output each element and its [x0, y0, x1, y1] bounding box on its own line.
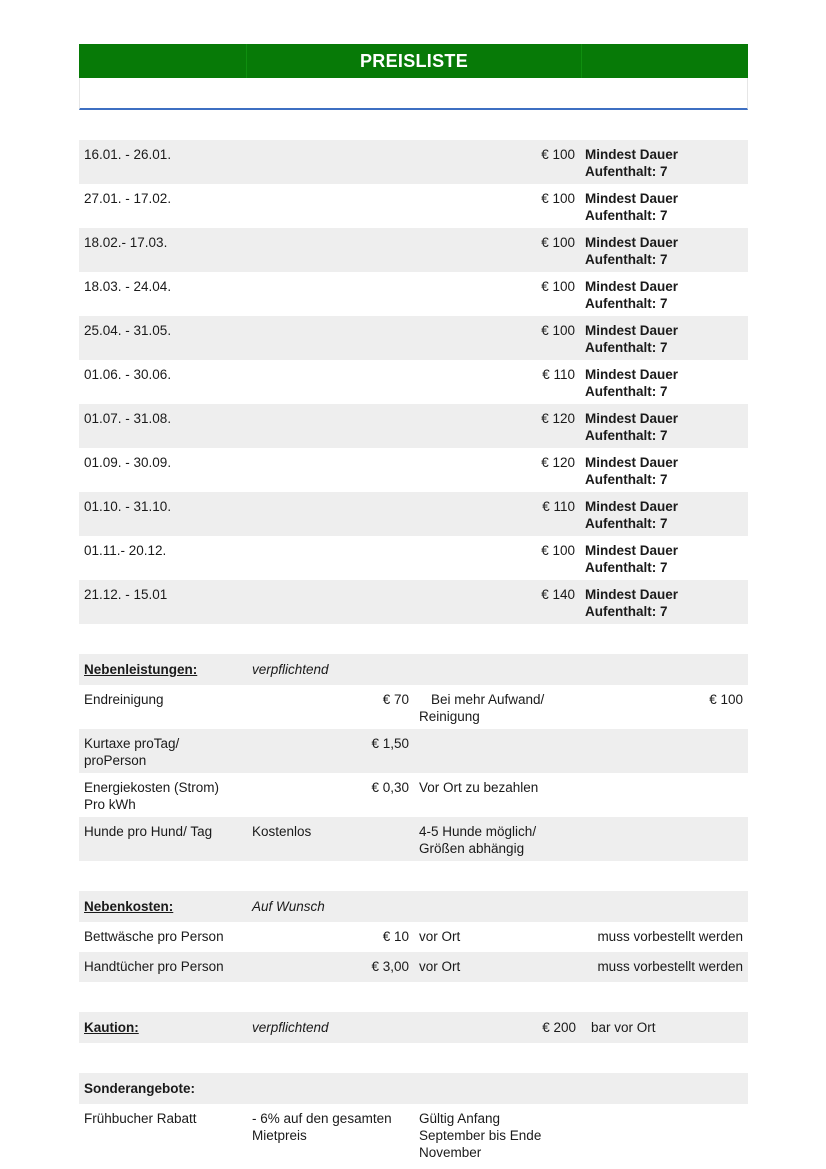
season-price: € 100 [541, 279, 575, 294]
season-price-table [79, 140, 748, 624]
min-stay-line2: Aufenthalt: 7 [585, 296, 668, 311]
season-price-row [79, 228, 748, 272]
season-min-stay [580, 360, 747, 404]
energie-row [79, 773, 748, 817]
min-stay-line2: Aufenthalt: 7 [585, 516, 668, 531]
endreinigung-extra-price: € 100 [709, 692, 743, 707]
kurtaxe-row [79, 729, 748, 773]
nebenkosten-item-where: vor Ort [419, 929, 461, 944]
kurtaxe-label-line2: proPerson [84, 753, 147, 768]
season-period: 18.03. - 24.04. [84, 279, 172, 294]
hunde-value: Kostenlos [252, 824, 312, 839]
season-price-row [79, 580, 748, 624]
season-min-stay [580, 272, 747, 316]
endreinigung-row [79, 685, 748, 729]
min-stay-line1: Mindest Dauer [585, 323, 679, 338]
fruehbucher-row [79, 1104, 748, 1164]
nebenkosten-row [79, 922, 748, 952]
kurtaxe-label-line1: Kurtaxe proTag/ [84, 736, 180, 751]
min-stay-line2: Aufenthalt: 7 [585, 472, 668, 487]
season-min-stay [580, 184, 747, 228]
sonderangebote-label: Sonderangebote: [84, 1081, 196, 1096]
season-price-row [79, 492, 748, 536]
season-price-row [79, 536, 748, 580]
fruehbucher-valid-line2: September bis Ende [419, 1128, 542, 1143]
kaution-qualifier: verpflichtend [252, 1020, 329, 1035]
min-stay-line2: Aufenthalt: 7 [585, 428, 668, 443]
energie-price: € 0,30 [371, 780, 409, 795]
hunde-note-line2: Größen abhängig [419, 841, 525, 856]
season-price: € 120 [541, 411, 575, 426]
nebenkosten-item-note: muss vorbestellt werden [597, 959, 743, 974]
season-price-row [79, 404, 748, 448]
nebenleistungen-qualifier: verpflichtend [252, 662, 329, 677]
season-period: 01.10. - 31.10. [84, 499, 172, 514]
sonderangebote-header [79, 1073, 748, 1104]
season-period: 01.11.- 20.12. [84, 543, 167, 558]
season-price-row [79, 316, 748, 360]
fruehbucher-desc-line2: Mietpreis [252, 1128, 307, 1143]
nebenkosten-label: Nebenkosten: [84, 899, 174, 914]
price-list-sheet [79, 44, 748, 1164]
energie-label-line1: Energiekosten (Strom) [84, 780, 220, 795]
hunde-label: Hunde pro Hund/ Tag [84, 824, 213, 839]
fruehbucher-valid-line3: November [419, 1145, 482, 1160]
season-price-row [79, 184, 748, 228]
min-stay-line1: Mindest Dauer [585, 543, 679, 558]
kurtaxe-price: € 1,50 [371, 736, 409, 751]
season-min-stay [580, 492, 747, 536]
endreinigung-extra-line1: Bei mehr Aufwand/ [431, 692, 545, 707]
season-min-stay [580, 536, 747, 580]
season-price: € 110 [542, 499, 575, 514]
season-min-stay [580, 316, 747, 360]
hunde-row [79, 817, 748, 861]
kaution-note: bar vor Ort [591, 1020, 656, 1035]
season-price: € 100 [541, 543, 575, 558]
nebenkosten-item-label: Handtücher pro Person [84, 959, 224, 974]
season-period: 27.01. - 17.02. [84, 191, 172, 206]
nebenkosten-header [79, 891, 748, 922]
season-period: 01.09. - 30.09. [84, 455, 172, 470]
nebenkosten-item-where: vor Ort [419, 959, 461, 974]
season-price-row [79, 140, 748, 184]
nebenkosten-item-label: Bettwäsche pro Person [84, 929, 224, 944]
min-stay-line2: Aufenthalt: 7 [585, 604, 668, 619]
season-period: 01.06. - 30.06. [84, 367, 172, 382]
min-stay-line1: Mindest Dauer [585, 235, 679, 250]
nebenkosten-item-price: € 10 [382, 929, 409, 944]
hunde-note-line1: 4-5 Hunde möglich/ [419, 824, 537, 839]
endreinigung-label: Endreinigung [84, 692, 164, 707]
min-stay-line1: Mindest Dauer [585, 279, 679, 294]
season-price: € 100 [541, 235, 575, 250]
season-min-stay [580, 404, 747, 448]
page-title: PREISLISTE [247, 44, 582, 78]
season-price: € 120 [541, 455, 575, 470]
min-stay-line1: Mindest Dauer [585, 191, 679, 206]
min-stay-line2: Aufenthalt: 7 [585, 384, 668, 399]
season-price-row [79, 272, 748, 316]
season-price-row [79, 448, 748, 492]
fruehbucher-label: Frühbucher Rabatt [84, 1111, 197, 1126]
min-stay-line1: Mindest Dauer [585, 455, 679, 470]
title-bar [79, 44, 748, 78]
season-period: 16.01. - 26.01. [84, 147, 172, 162]
min-stay-line2: Aufenthalt: 7 [585, 164, 668, 179]
endreinigung-price: € 70 [382, 692, 409, 707]
nebenkosten-item-note: muss vorbestellt werden [597, 929, 743, 944]
min-stay-line2: Aufenthalt: 7 [585, 252, 668, 267]
season-period: 21.12. - 15.01 [84, 587, 168, 602]
nebenkosten-item-price: € 3,00 [371, 959, 409, 974]
min-stay-line2: Aufenthalt: 7 [585, 560, 668, 575]
nebenleistungen-header [79, 654, 748, 685]
nebenleistungen-label: Nebenleistungen: [84, 662, 198, 677]
min-stay-line1: Mindest Dauer [585, 499, 679, 514]
fruehbucher-valid-line1: Gültig Anfang [419, 1111, 501, 1126]
season-price: € 110 [542, 367, 575, 382]
season-period: 18.02.- 17.03. [84, 235, 168, 250]
season-period: 25.04. - 31.05. [84, 323, 172, 338]
season-min-stay [580, 580, 747, 624]
season-price: € 100 [541, 147, 575, 162]
season-period: 01.07. - 31.08. [84, 411, 172, 426]
nebenkosten-row [79, 952, 748, 982]
season-price: € 100 [541, 191, 575, 206]
min-stay-line1: Mindest Dauer [585, 367, 679, 382]
season-min-stay [580, 140, 747, 184]
season-min-stay [580, 228, 747, 272]
kaution-row [79, 1012, 748, 1043]
kaution-label: Kaution: [84, 1020, 139, 1035]
season-min-stay [580, 448, 747, 492]
nebenkosten-qualifier: Auf Wunsch [252, 899, 325, 914]
min-stay-line1: Mindest Dauer [585, 147, 679, 162]
title-rule [79, 78, 748, 110]
min-stay-line2: Aufenthalt: 7 [585, 340, 668, 355]
min-stay-line1: Mindest Dauer [585, 411, 679, 426]
kaution-price: € 200 [542, 1020, 576, 1035]
energie-label-line2: Pro kWh [84, 797, 136, 812]
endreinigung-extra-line2: Reinigung [419, 709, 480, 724]
min-stay-line1: Mindest Dauer [585, 587, 679, 602]
season-price: € 140 [541, 587, 575, 602]
fruehbucher-desc-line1: - 6% auf den gesamten [252, 1111, 392, 1126]
season-price-row [79, 360, 748, 404]
energie-note: Vor Ort zu bezahlen [419, 780, 539, 795]
min-stay-line2: Aufenthalt: 7 [585, 208, 668, 223]
season-price: € 100 [541, 323, 575, 338]
